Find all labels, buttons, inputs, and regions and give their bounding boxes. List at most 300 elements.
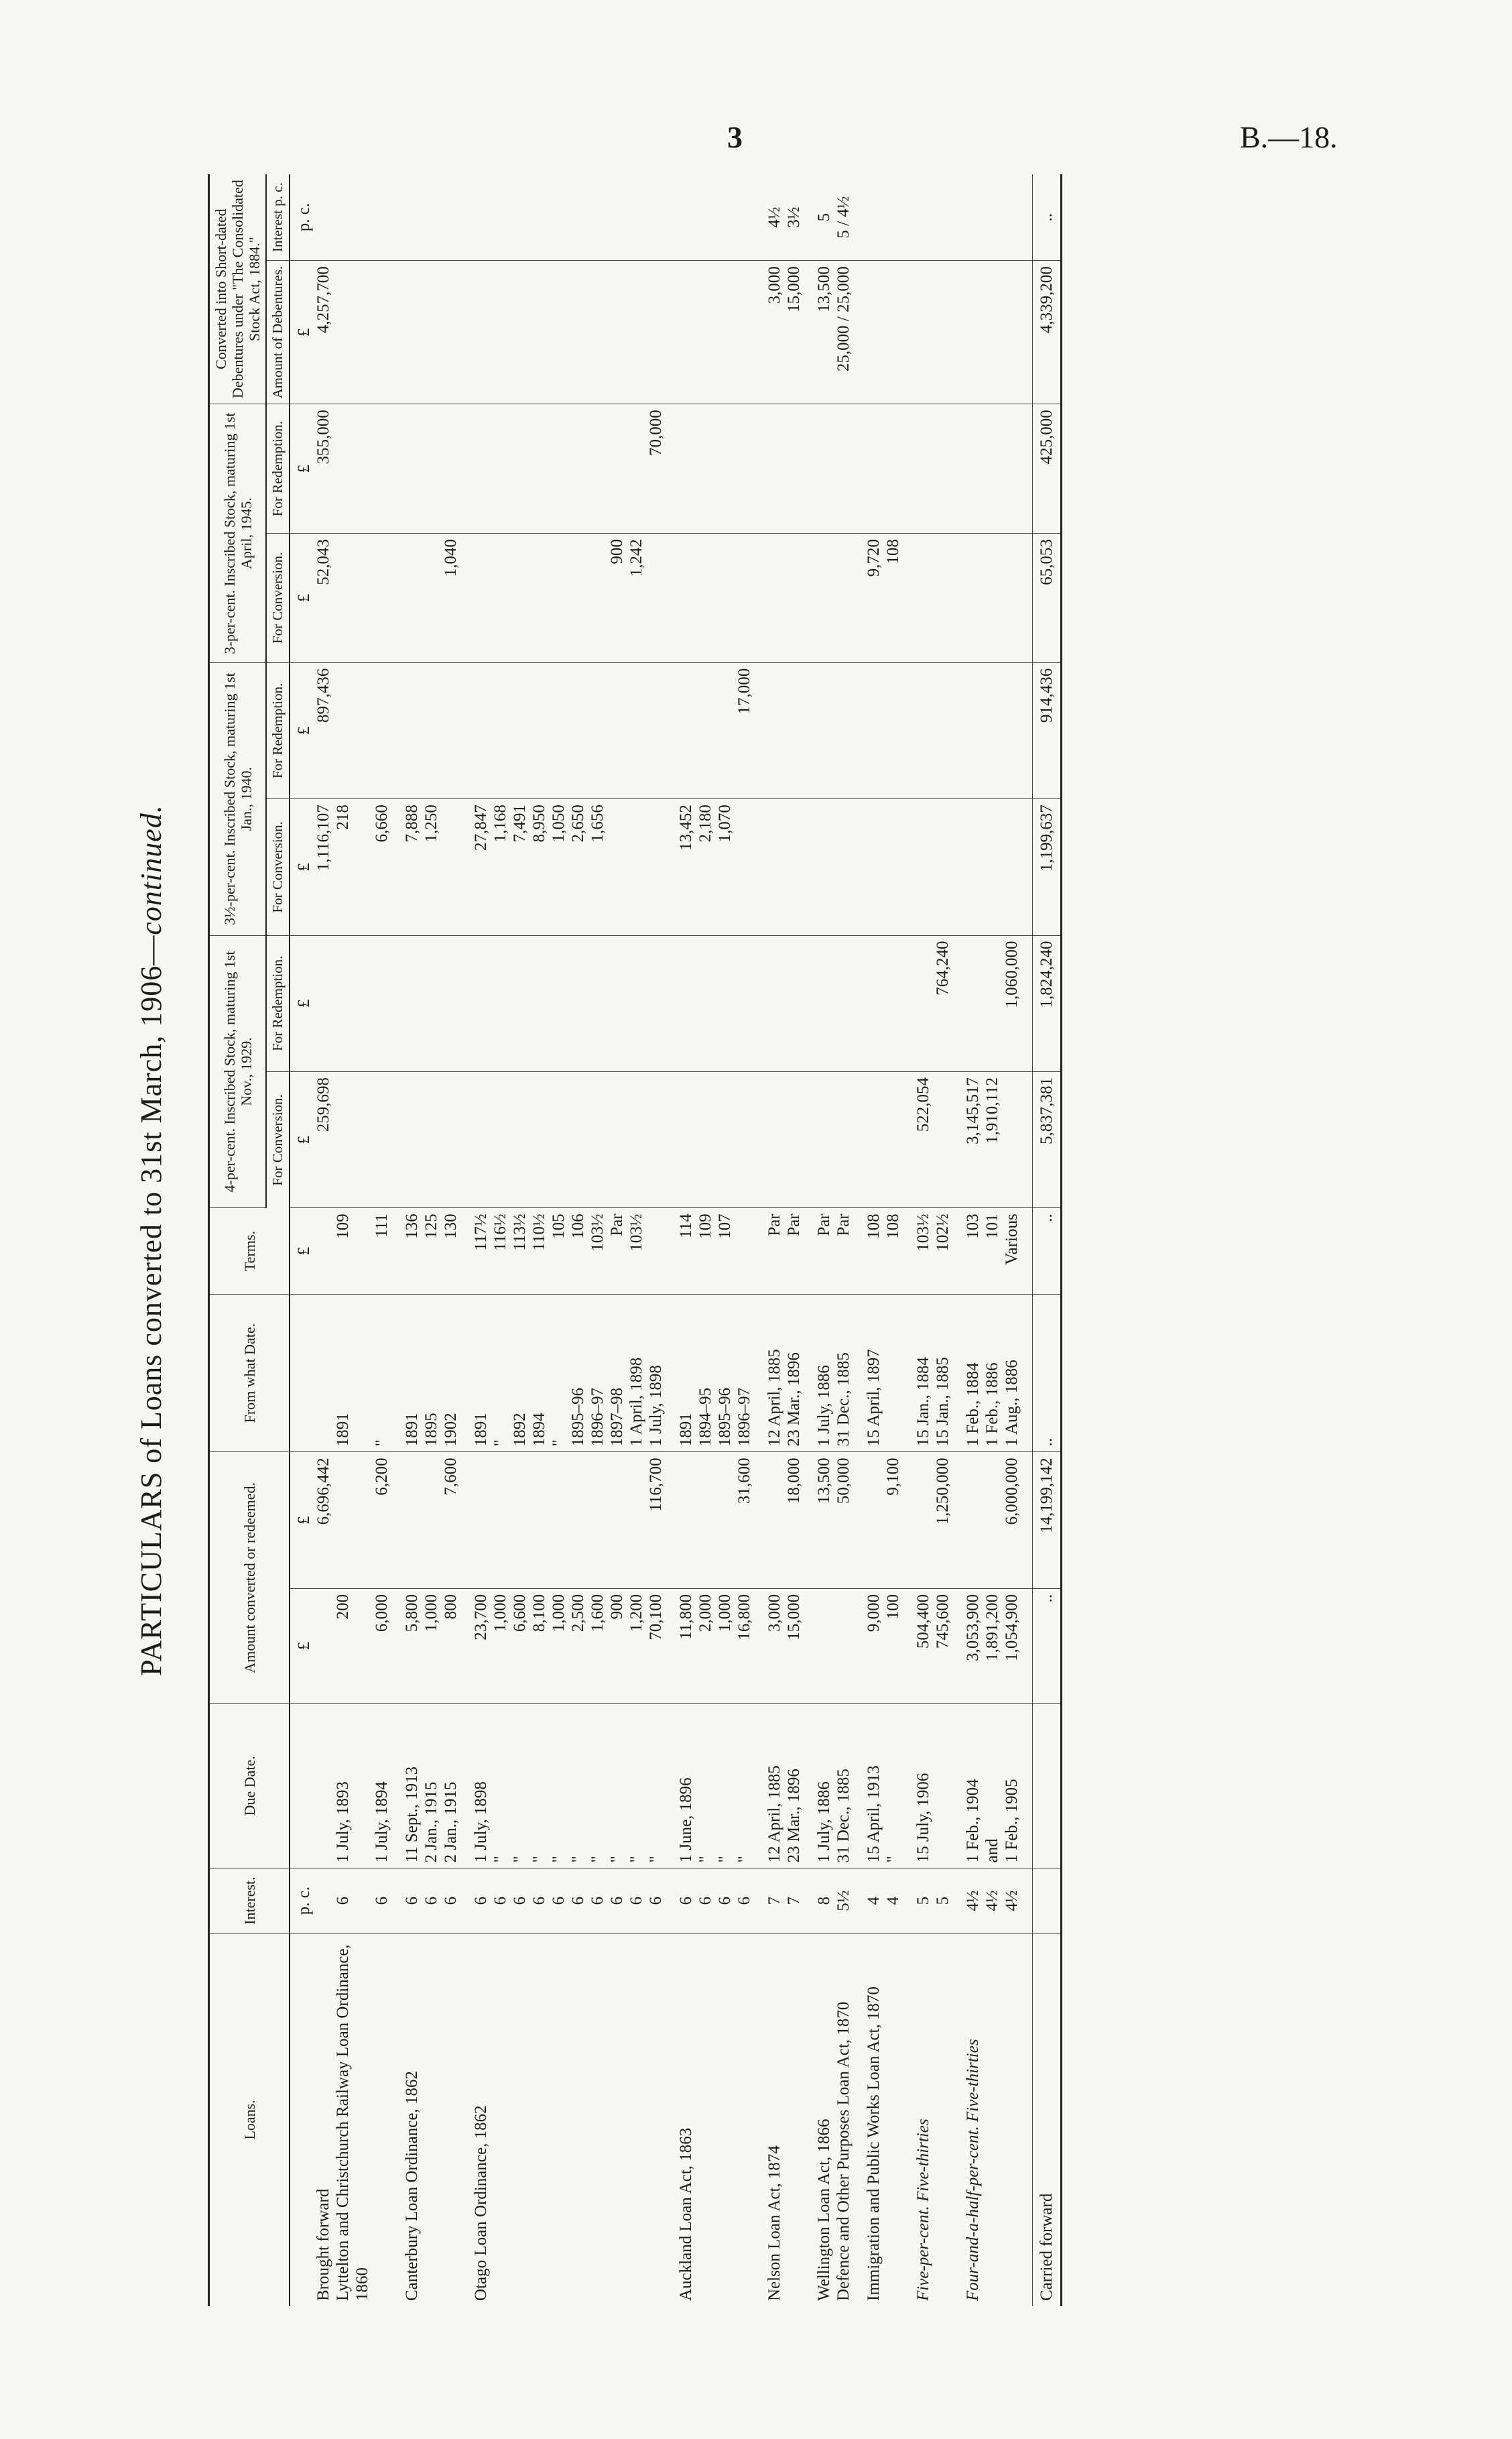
table-row bbox=[696, 174, 715, 2306]
amount-subtotal-cell bbox=[676, 1452, 696, 1588]
conversion-3-5pc-cell bbox=[914, 799, 933, 935]
conversion-4pc-cell bbox=[391, 1071, 402, 1207]
terms-cell bbox=[903, 1208, 914, 1294]
redemption-3pc-cell bbox=[883, 404, 903, 534]
loan-name-cell bbox=[715, 1933, 735, 2306]
redemption-3-5pc-cell bbox=[933, 662, 952, 798]
conversion-4pc-cell bbox=[441, 1071, 460, 1207]
terms-cell: 111 bbox=[372, 1208, 391, 1294]
redemption-4pc-cell bbox=[549, 935, 568, 1071]
conversion-4pc-cell bbox=[933, 1071, 952, 1207]
redemption-3pc-cell bbox=[441, 404, 460, 534]
redemption-4pc-cell bbox=[735, 935, 754, 1071]
amount-subtotal-cell: 18,000 bbox=[784, 1452, 804, 1588]
redemption-4pc-cell bbox=[568, 935, 588, 1071]
table-row bbox=[372, 174, 391, 2306]
loan-name-cell bbox=[491, 1933, 510, 2306]
units-row bbox=[290, 174, 314, 2306]
debenture-interest-cell: 5 / 4½ bbox=[834, 174, 853, 261]
redemption-3pc-cell bbox=[1002, 404, 1021, 534]
conversion-4pc-cell bbox=[1021, 1071, 1033, 1207]
header-amount: Amount converted or redeemed. bbox=[209, 1452, 290, 1704]
conversion-4pc-cell bbox=[754, 1071, 765, 1207]
loan-name-cell bbox=[372, 1933, 391, 2306]
redemption-3pc-cell bbox=[529, 404, 549, 534]
debenture-amount-cell bbox=[588, 261, 607, 404]
debenture-amount-cell bbox=[402, 261, 422, 404]
unit-pound: £ bbox=[290, 935, 314, 1071]
redemption-4pc-cell: 1,060,000 bbox=[1002, 935, 1021, 1071]
amount-subtotal-cell bbox=[627, 1452, 646, 1588]
debenture-amount-cell bbox=[804, 261, 814, 404]
amount-item-cell: 9,000 bbox=[864, 1588, 883, 1703]
redemption-3pc-cell bbox=[983, 404, 1002, 534]
redemption-3pc-cell: 425,000 bbox=[1033, 404, 1062, 534]
debenture-amount-cell bbox=[1021, 261, 1033, 404]
redemption-3pc-cell bbox=[391, 404, 402, 534]
terms-cell: 103½ bbox=[627, 1208, 646, 1294]
redemption-4pc-cell bbox=[676, 935, 696, 1071]
amount-subtotal-cell bbox=[853, 1452, 864, 1588]
loan-name-cell bbox=[460, 1933, 471, 2306]
from-date-cell: 15 April, 1897 bbox=[864, 1294, 883, 1452]
terms-cell: Par bbox=[784, 1208, 804, 1294]
interest-cell: 4½ bbox=[983, 1868, 1002, 1933]
loan-name-cell bbox=[391, 1933, 402, 2306]
from-date-cell: 15 Jan., 1885 bbox=[933, 1294, 952, 1452]
amount-item-cell: 1,000 bbox=[549, 1588, 568, 1703]
redemption-3pc-cell bbox=[804, 404, 814, 534]
amount-item-cell: 3,053,900 bbox=[963, 1588, 983, 1703]
redemption-3pc-cell bbox=[676, 404, 696, 534]
amount-item-cell: 1,054,900 bbox=[1002, 1588, 1021, 1703]
interest-cell bbox=[1021, 1868, 1033, 1933]
due-date-cell: " bbox=[491, 1704, 510, 1868]
conversion-4pc-cell bbox=[607, 1071, 627, 1207]
debenture-interest-cell: 5 bbox=[814, 174, 834, 261]
table-row bbox=[402, 174, 422, 2306]
redemption-3pc-cell: 70,000 bbox=[646, 404, 666, 534]
interest-cell bbox=[952, 1868, 963, 1933]
amount-subtotal-cell bbox=[402, 1452, 422, 1588]
terms-cell: 130 bbox=[441, 1208, 460, 1294]
debenture-amount-cell bbox=[666, 261, 676, 404]
table-row bbox=[627, 174, 646, 2306]
conversion-4pc-cell bbox=[333, 1071, 372, 1207]
title-main: PARTICULARS of Loans converted to 31st March, 1906— bbox=[135, 935, 168, 1676]
amount-item-cell: 70,100 bbox=[646, 1588, 666, 1703]
conversion-4pc-cell: 259,698 bbox=[314, 1071, 333, 1207]
debenture-interest-cell bbox=[588, 174, 607, 261]
conversion-4pc-cell bbox=[804, 1071, 814, 1207]
amount-subtotal-cell: 116,700 bbox=[646, 1452, 666, 1588]
conversion-3-5pc-cell bbox=[983, 799, 1002, 935]
amount-subtotal-cell bbox=[588, 1452, 607, 1588]
terms-cell: 109 bbox=[333, 1208, 372, 1294]
conversion-3-5pc-cell bbox=[391, 799, 402, 935]
debenture-interest-cell bbox=[491, 174, 510, 261]
terms-cell bbox=[1021, 1208, 1033, 1294]
redemption-4pc-cell bbox=[784, 935, 804, 1071]
due-date-cell bbox=[391, 1704, 402, 1868]
debenture-interest-cell bbox=[1002, 174, 1021, 261]
debenture-amount-cell bbox=[914, 261, 933, 404]
header-from-date: From what Date. bbox=[209, 1294, 290, 1452]
redemption-4pc-cell bbox=[441, 935, 460, 1071]
conversion-3pc-cell bbox=[676, 533, 696, 662]
redemption-3-5pc-cell bbox=[607, 662, 627, 798]
table-row bbox=[510, 174, 529, 2306]
interest-cell bbox=[391, 1868, 402, 1933]
terms-cell: 101 bbox=[983, 1208, 1002, 1294]
redemption-3pc-cell bbox=[588, 404, 607, 534]
table-row bbox=[834, 174, 853, 2306]
table-row bbox=[963, 174, 983, 2306]
redemption-4pc-cell bbox=[460, 935, 471, 1071]
header-3-5pc-stock: 3½-per-cent. Inscribed Stock, maturing 1st Jan., 1940. bbox=[209, 662, 267, 935]
amount-subtotal-cell: 6,696,442 bbox=[314, 1452, 333, 1588]
conversion-4pc-cell bbox=[903, 1071, 914, 1207]
from-date-cell: 1897–98 bbox=[607, 1294, 627, 1452]
due-date-cell: 15 July, 1906 bbox=[914, 1704, 933, 1868]
terms-cell: 113½ bbox=[510, 1208, 529, 1294]
redemption-3-5pc-cell bbox=[372, 662, 391, 798]
conversion-3pc-cell bbox=[735, 533, 754, 662]
debenture-amount-cell bbox=[983, 261, 1002, 404]
interest-cell: 4½ bbox=[963, 1868, 983, 1933]
debenture-amount-cell bbox=[333, 261, 372, 404]
conversion-4pc-cell bbox=[765, 1071, 784, 1207]
amount-subtotal-cell bbox=[549, 1452, 568, 1588]
carried-forward-row bbox=[1033, 174, 1062, 2306]
debenture-amount-cell bbox=[529, 261, 549, 404]
due-date-cell bbox=[804, 1704, 814, 1868]
due-date-cell: 12 April, 1885 bbox=[765, 1704, 784, 1868]
redemption-4pc-cell: 1,824,240 bbox=[1033, 935, 1062, 1071]
conversion-3pc-cell bbox=[372, 533, 391, 662]
table-row bbox=[646, 174, 666, 2306]
conversion-3-5pc-cell: 2,650 bbox=[568, 799, 588, 935]
title-continued: continued. bbox=[135, 805, 168, 935]
table-row bbox=[568, 174, 588, 2306]
amount-item-cell: 11,800 bbox=[676, 1588, 696, 1703]
interest-cell: 6 bbox=[715, 1868, 735, 1933]
rotated-table-frame bbox=[134, 174, 1381, 2306]
debenture-interest-cell bbox=[754, 174, 765, 261]
due-date-cell: 2 Jan., 1915 bbox=[422, 1704, 441, 1868]
interest-cell: 7 bbox=[784, 1868, 804, 1933]
conversion-3pc-cell bbox=[933, 533, 952, 662]
loan-name-cell bbox=[1002, 1933, 1021, 2306]
redemption-3pc-cell bbox=[765, 404, 784, 534]
table-row bbox=[784, 174, 804, 2306]
loan-name-cell: Five-per-cent. Five-thirties bbox=[914, 2119, 932, 2301]
redemption-3pc-cell bbox=[471, 404, 491, 534]
debenture-amount-cell: 4,339,200 bbox=[1033, 261, 1062, 404]
debenture-interest-cell bbox=[372, 174, 391, 261]
debenture-interest-cell bbox=[422, 174, 441, 261]
loan-name-cell bbox=[696, 1933, 715, 2306]
table-row bbox=[471, 174, 491, 2306]
amount-subtotal-cell bbox=[460, 1452, 471, 1588]
conversion-3-5pc-cell bbox=[814, 799, 834, 935]
debenture-amount-cell bbox=[883, 261, 903, 404]
redemption-3pc-cell bbox=[666, 404, 676, 534]
amount-subtotal-cell: 14,199,142 bbox=[1033, 1452, 1062, 1588]
interest-cell: 6 bbox=[568, 1868, 588, 1933]
spacer-row bbox=[754, 174, 765, 2306]
loan-name-cell: Otago Loan Ordinance, 1862 bbox=[472, 2105, 490, 2301]
debenture-interest-cell bbox=[627, 174, 646, 261]
amount-subtotal-cell bbox=[422, 1452, 441, 1588]
debenture-amount-cell bbox=[952, 261, 963, 404]
conversion-3pc-cell bbox=[754, 533, 765, 662]
units-cell bbox=[290, 1294, 314, 1452]
table-row bbox=[314, 174, 333, 2306]
redemption-4pc-cell bbox=[588, 935, 607, 1071]
redemption-4pc-cell bbox=[853, 935, 864, 1071]
terms-cell bbox=[952, 1208, 963, 1294]
interest-cell: 6 bbox=[402, 1868, 422, 1933]
terms-cell bbox=[853, 1208, 864, 1294]
debenture-interest-cell bbox=[441, 174, 460, 261]
loan-name-cell bbox=[422, 1933, 441, 2306]
debenture-interest-cell bbox=[914, 174, 933, 261]
conversion-4pc-cell bbox=[952, 1071, 963, 1207]
from-date-cell: 1902 bbox=[441, 1294, 460, 1452]
conversion-3-5pc-cell: 2,180 bbox=[696, 799, 715, 935]
terms-cell: 102½ bbox=[933, 1208, 952, 1294]
from-date-cell: 1895–96 bbox=[568, 1294, 588, 1452]
redemption-3-5pc-cell: 897,436 bbox=[314, 662, 333, 798]
due-date-cell: 11 Sept., 1913 bbox=[402, 1704, 422, 1868]
header-terms: Terms. bbox=[209, 1208, 290, 1294]
loan-name-cell bbox=[510, 1933, 529, 2306]
debenture-amount-cell bbox=[903, 261, 914, 404]
interest-cell: 6 bbox=[588, 1868, 607, 1933]
redemption-4pc-cell bbox=[804, 935, 814, 1071]
conversion-3pc-cell: 52,043 bbox=[314, 533, 333, 662]
loans-table bbox=[208, 174, 1062, 2306]
conversion-4pc-cell bbox=[402, 1071, 422, 1207]
terms-cell bbox=[460, 1208, 471, 1294]
conversion-4pc-cell bbox=[471, 1071, 491, 1207]
interest-cell bbox=[314, 1868, 333, 1933]
amount-item-cell bbox=[834, 1588, 853, 1703]
debenture-interest-cell bbox=[1021, 174, 1033, 261]
conversion-3-5pc-cell bbox=[952, 799, 963, 935]
interest-cell: 5 bbox=[933, 1868, 952, 1933]
from-date-cell: 1 Feb., 1886 bbox=[983, 1294, 1002, 1452]
debenture-amount-cell: 25,000 / 25,000 bbox=[834, 261, 853, 404]
loan-name-cell bbox=[933, 1933, 952, 2306]
due-date-cell bbox=[933, 1704, 952, 1868]
redemption-3-5pc-cell bbox=[696, 662, 715, 798]
conversion-3pc-cell bbox=[422, 533, 441, 662]
due-date-cell bbox=[460, 1704, 471, 1868]
redemption-3pc-cell bbox=[715, 404, 735, 534]
conversion-3-5pc-cell bbox=[460, 799, 471, 935]
amount-item-cell bbox=[952, 1588, 963, 1703]
due-date-cell bbox=[314, 1704, 333, 1868]
debenture-amount-cell bbox=[1002, 261, 1021, 404]
unit-pound: £ bbox=[290, 799, 314, 935]
debenture-interest-cell: .. bbox=[1033, 174, 1062, 261]
due-date-cell: " bbox=[696, 1704, 715, 1868]
conversion-4pc-cell bbox=[853, 1071, 864, 1207]
conversion-4pc-cell bbox=[568, 1071, 588, 1207]
due-date-cell: " bbox=[529, 1704, 549, 1868]
terms-cell bbox=[646, 1208, 666, 1294]
redemption-3-5pc-cell bbox=[952, 662, 963, 798]
interest-cell: 6 bbox=[372, 1868, 391, 1933]
debenture-interest-cell bbox=[607, 174, 627, 261]
spacer-row bbox=[391, 174, 402, 2306]
redemption-3pc-cell: 355,000 bbox=[314, 404, 333, 534]
redemption-3pc-cell bbox=[853, 404, 864, 534]
terms-cell: 108 bbox=[883, 1208, 903, 1294]
interest-cell bbox=[1033, 1868, 1062, 1933]
conversion-4pc-cell bbox=[784, 1071, 804, 1207]
conversion-4pc-cell bbox=[491, 1071, 510, 1207]
debenture-interest-cell bbox=[568, 174, 588, 261]
interest-cell bbox=[804, 1868, 814, 1933]
redemption-3pc-cell bbox=[933, 404, 952, 534]
redemption-4pc-cell bbox=[963, 935, 983, 1071]
from-date-cell: 1 July, 1886 bbox=[814, 1294, 834, 1452]
redemption-4pc-cell bbox=[314, 935, 333, 1071]
unit-pc: p. c. bbox=[290, 174, 314, 261]
amount-subtotal-cell bbox=[715, 1452, 735, 1588]
interest-cell bbox=[754, 1868, 765, 1933]
conversion-3pc-cell bbox=[333, 533, 372, 662]
debenture-interest-cell bbox=[510, 174, 529, 261]
due-date-cell: " bbox=[883, 1704, 903, 1868]
conversion-4pc-cell bbox=[510, 1071, 529, 1207]
loan-name-cell bbox=[588, 1933, 607, 2306]
debenture-interest-cell bbox=[853, 174, 864, 261]
header-debentures: Converted into Short-dated Debentures under "The Consolidated Stock Act, 1884." bbox=[209, 174, 267, 404]
redemption-3-5pc-cell bbox=[588, 662, 607, 798]
conversion-3-5pc-cell bbox=[853, 799, 864, 935]
loan-name-cell: Four-and-a-half-per-cent. Five-thirties bbox=[964, 2039, 982, 2301]
conversion-3pc-cell bbox=[460, 533, 471, 662]
unit-pound: £ bbox=[290, 1588, 314, 1703]
debenture-interest-cell bbox=[460, 174, 471, 261]
conversion-3-5pc-cell bbox=[834, 799, 853, 935]
from-date-cell: 1892 bbox=[510, 1294, 529, 1452]
amount-subtotal-cell: 9,100 bbox=[883, 1452, 903, 1588]
debenture-interest-cell bbox=[314, 174, 333, 261]
amount-item-cell bbox=[754, 1588, 765, 1703]
loan-name-cell: Immigration and Public Works Loan Act, 1870 bbox=[865, 1986, 883, 2301]
amount-subtotal-cell bbox=[510, 1452, 529, 1588]
debenture-interest-cell bbox=[963, 174, 983, 261]
header-4pc-conversion: For Conversion. bbox=[266, 1071, 290, 1207]
amount-item-cell: 1,000 bbox=[491, 1588, 510, 1703]
due-date-cell bbox=[853, 1704, 864, 1868]
terms-cell: 114 bbox=[676, 1208, 696, 1294]
redemption-4pc-cell bbox=[510, 935, 529, 1071]
redemption-3-5pc-cell bbox=[402, 662, 422, 798]
due-date-cell: " bbox=[607, 1704, 627, 1868]
redemption-3-5pc-cell bbox=[491, 662, 510, 798]
redemption-4pc-cell bbox=[903, 935, 914, 1071]
terms-cell: 107 bbox=[715, 1208, 735, 1294]
terms-cell: 108 bbox=[864, 1208, 883, 1294]
conversion-3pc-cell bbox=[491, 533, 510, 662]
from-date-cell: 1891 bbox=[333, 1294, 372, 1452]
header-interest: Interest. bbox=[209, 1868, 290, 1933]
spacer-row bbox=[1021, 174, 1033, 2306]
conversion-4pc-cell bbox=[834, 1071, 853, 1207]
conversion-3pc-cell bbox=[588, 533, 607, 662]
conversion-3pc-cell bbox=[814, 533, 834, 662]
terms-cell: Various bbox=[1002, 1208, 1021, 1294]
due-date-cell: " bbox=[549, 1704, 568, 1868]
conversion-3-5pc-cell bbox=[804, 799, 814, 935]
redemption-3-5pc-cell bbox=[864, 662, 883, 798]
redemption-3pc-cell bbox=[510, 404, 529, 534]
from-date-cell bbox=[903, 1294, 914, 1452]
amount-subtotal-cell bbox=[491, 1452, 510, 1588]
conversion-4pc-cell bbox=[814, 1071, 834, 1207]
amount-item-cell: 3,000 bbox=[765, 1588, 784, 1703]
conversion-4pc-cell bbox=[549, 1071, 568, 1207]
conversion-3pc-cell bbox=[963, 533, 983, 662]
header-debenture-interest: Interest p. c. bbox=[266, 174, 290, 261]
conversion-4pc-cell bbox=[864, 1071, 883, 1207]
interest-cell: 4 bbox=[883, 1868, 903, 1933]
debenture-amount-cell bbox=[933, 261, 952, 404]
due-date-cell: 31 Dec., 1885 bbox=[834, 1704, 853, 1868]
redemption-3-5pc-cell bbox=[568, 662, 588, 798]
amount-item-cell: 8,100 bbox=[529, 1588, 549, 1703]
redemption-4pc-cell bbox=[864, 935, 883, 1071]
interest-cell: 6 bbox=[627, 1868, 646, 1933]
redemption-3-5pc-cell bbox=[471, 662, 491, 798]
debenture-interest-cell bbox=[666, 174, 676, 261]
redemption-3-5pc-cell: 914,436 bbox=[1033, 662, 1062, 798]
conversion-4pc-cell bbox=[627, 1071, 646, 1207]
redemption-4pc-cell bbox=[715, 935, 735, 1071]
due-date-cell: " bbox=[715, 1704, 735, 1868]
table-row bbox=[676, 174, 696, 2306]
from-date-cell: 1894–95 bbox=[696, 1294, 715, 1452]
interest-cell: 4½ bbox=[1002, 1868, 1021, 1933]
redemption-3pc-cell bbox=[696, 404, 715, 534]
loan-name-cell: Wellington Loan Act, 1866 bbox=[815, 2119, 833, 2301]
debenture-interest-cell bbox=[735, 174, 754, 261]
conversion-3-5pc-cell bbox=[864, 799, 883, 935]
conversion-3-5pc-cell bbox=[883, 799, 903, 935]
redemption-3-5pc-cell bbox=[914, 662, 933, 798]
debenture-amount-cell: 13,500 bbox=[814, 261, 834, 404]
due-date-cell bbox=[903, 1704, 914, 1868]
terms-cell: Par bbox=[765, 1208, 784, 1294]
conversion-3-5pc-cell: 1,050 bbox=[549, 799, 568, 935]
redemption-3-5pc-cell bbox=[333, 662, 372, 798]
conversion-3pc-cell: 900 bbox=[607, 533, 627, 662]
due-date-cell: 23 Mar., 1896 bbox=[784, 1704, 804, 1868]
conversion-3pc-cell bbox=[1021, 533, 1033, 662]
redemption-4pc-cell bbox=[422, 935, 441, 1071]
conversion-3-5pc-cell bbox=[666, 799, 676, 935]
unit-pound: £ bbox=[290, 261, 314, 404]
conversion-3-5pc-cell bbox=[933, 799, 952, 935]
from-date-cell bbox=[1021, 1294, 1033, 1452]
loan-name-cell: Auckland Loan Act, 1863 bbox=[677, 2127, 695, 2301]
